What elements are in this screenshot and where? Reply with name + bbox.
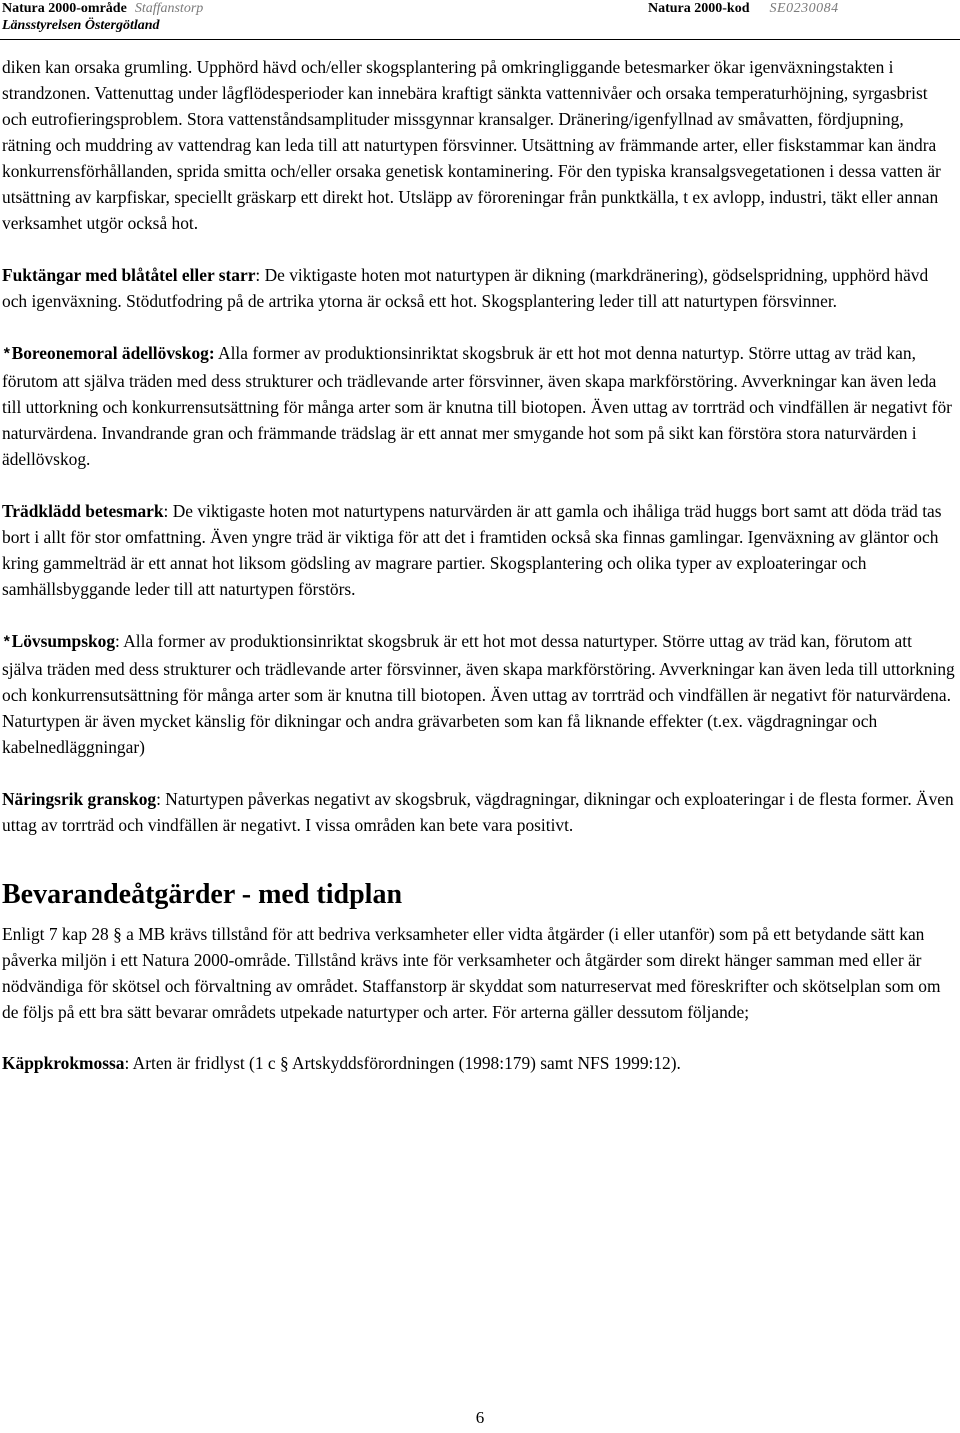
term-granskog: Näringsrik granskog	[2, 789, 157, 809]
paragraph-tradkladd	[2, 498, 956, 602]
paragraph-lovsumpskog	[2, 628, 956, 760]
header-left	[2, 0, 203, 34]
code-value: SE0230084	[769, 1, 839, 16]
header-right	[648, 0, 839, 17]
page-number: 6	[475, 1408, 485, 1427]
organization-name: Länsstyrelsen Östergötland	[2, 18, 160, 33]
paragraph-threats-water: diken kan orsaka grumling. Upphörd hävd och/eller skogsplantering på omkringliggande betesmarker ökar igenväxningstakten i strandzonen. Vattenuttag under lågflödesperioder kan innebära kraftigt sänkta vattennivåer och orsaka temperaturhöjning, syrgasbrist och eutrofieringsproblem. Stora vattenståndsamplituder missgynnar kransalger. Dränering/igenfyllnad av småvatten, fördjupning, rätning och muddring av vattendrag kan leda till att naturtypen försvinner. Utsättning av främmande arter, eller fiskstammar kan ändra konkurrensförhållanden, sprida smitta och/eller orsaka genetisk kontaminering. För den typiska kransalgsvegetationen i dessa vatten är utsättning av karpfiskar, speciellt gräskarp ett direkt hot. Utsläpp av föroreningar från punktkälla, t ex avlopp, industri, täkt eller annan verksamhet utgör också hot.	[2, 57, 941, 233]
header-divider	[0, 39, 960, 40]
term-boreonemoral: Boreonemoral ädellövskog:	[11, 343, 215, 363]
priority-star: *	[2, 346, 12, 364]
priority-star: *	[2, 634, 12, 652]
text-kappkrokmossa: : Arten är fridlyst (1 c § Artskyddsförordningen (1998:179) samt NFS 1999:12).	[124, 1053, 681, 1073]
text-tradkladd: : De viktigaste hoten mot naturtypens naturvärden är att gamla och ihåliga träd huggs bort samt att döda träd tas bort i allt för stor omfattning. Även yngre träd är viktiga för att det i framtiden också ska finnas gamlingar. Igenväxning av gläntor och kring gammelträd är ett annat hot liksom gödsling av magrare partier. Skogsplantering och olika typer av exploateringar och samhällsbyggande leder till att naturtypen förstörs.	[2, 501, 942, 599]
section-heading: Bevarandeåtgärder - med tidplan	[2, 879, 403, 910]
term-kappkrokmossa: Käppkrokmossa	[2, 1053, 125, 1073]
text-boreonemoral: Alla former av produktionsinriktat skogsbruk är ett hot mot denna naturtyp. Större uttag av träd kan, förutom att själva träden med dess strukturer och trädlevande arter försvinner, även skapa markförstöring. Avverkningar kan även leda till uttorkning och konkurrensutsättning för många arter som är knutna till biotopen. Även uttag av torrträd och vindfällen är negativt för naturvärdena. Invandrande gran och främmande trädslag är ett annat mer smygande hot som på sikt kan förstöra stora naturvärden i ädellövskog.	[2, 343, 952, 469]
text-granskog: : Naturtypen påverkas negativt av skogsbruk, vägdragningar, dikningar och exploateringar i de flesta former. Även uttag av torrträd och vindfällen är negativt. I vissa områden kan bete vara positivt.	[2, 789, 954, 835]
paragraph-boreonemoral	[2, 340, 956, 472]
text-lovsumpskog: : Alla former av produktionsinriktat skogsbruk är ett hot mot dessa naturtyper. Större uttag av träd kan, förutom att själva träden med dess strukturer och trädlevande arter försvinner, även skapa markförstöring. Avverkningar kan även leda till uttorkning och konkurrensutsättning för många arter som är knutna till biotopen. Även uttag av torrträd och vindfällen är negativt för naturvärdena. Naturtypen är även mycket känslig för dikningar och andra grävarbeten som kan få liknande effekter (t.ex. vägdragningar och kabelnedläggningar)	[2, 631, 955, 757]
text-fuktangar: : De viktigaste hoten mot naturtypen är dikning (markdränering), gödselspridning, upphörd hävd och igenväxning. Stödutfodring på de artrika ytorna är också ett hot. Skogsplantering leder till att naturtypen försvinner.	[2, 265, 929, 311]
paragraph-permit: Enligt 7 kap 28 § a MB krävs tillstånd för att bedriva verksamheter eller vidta åtgärder (i eller utanför) som på ett betydande sätt kan påverka miljön i ett Natura 2000-område. Tillstånd krävs inte för verksamheter och åtgärder som direkt hänger samman med eller är nödvändiga för skötsel och förvaltning av området. Staffanstorp är skyddat som naturreservat med föreskrifter och skötselplan som om de följs på ett bra sätt bevarar områdets utpekade naturtyper och arter. För arterna gäller dessutom följande;	[2, 924, 941, 1022]
site-label: Natura 2000-område	[2, 1, 127, 16]
term-lovsumpskog: Lövsumpskog	[11, 631, 116, 651]
page-header	[0, 0, 960, 40]
term-tradkladd: Trädklädd betesmark	[2, 501, 164, 521]
paragraph-granskog	[2, 786, 956, 838]
document-body	[2, 54, 956, 1076]
paragraph-kappkrokmossa	[2, 1050, 956, 1076]
term-fuktangar: Fuktängar med blåtåtel eller starr	[2, 265, 256, 285]
site-value: Staffanstorp	[134, 1, 204, 16]
paragraph-fuktangar	[2, 262, 956, 314]
code-label: Natura 2000-kod	[648, 1, 750, 16]
